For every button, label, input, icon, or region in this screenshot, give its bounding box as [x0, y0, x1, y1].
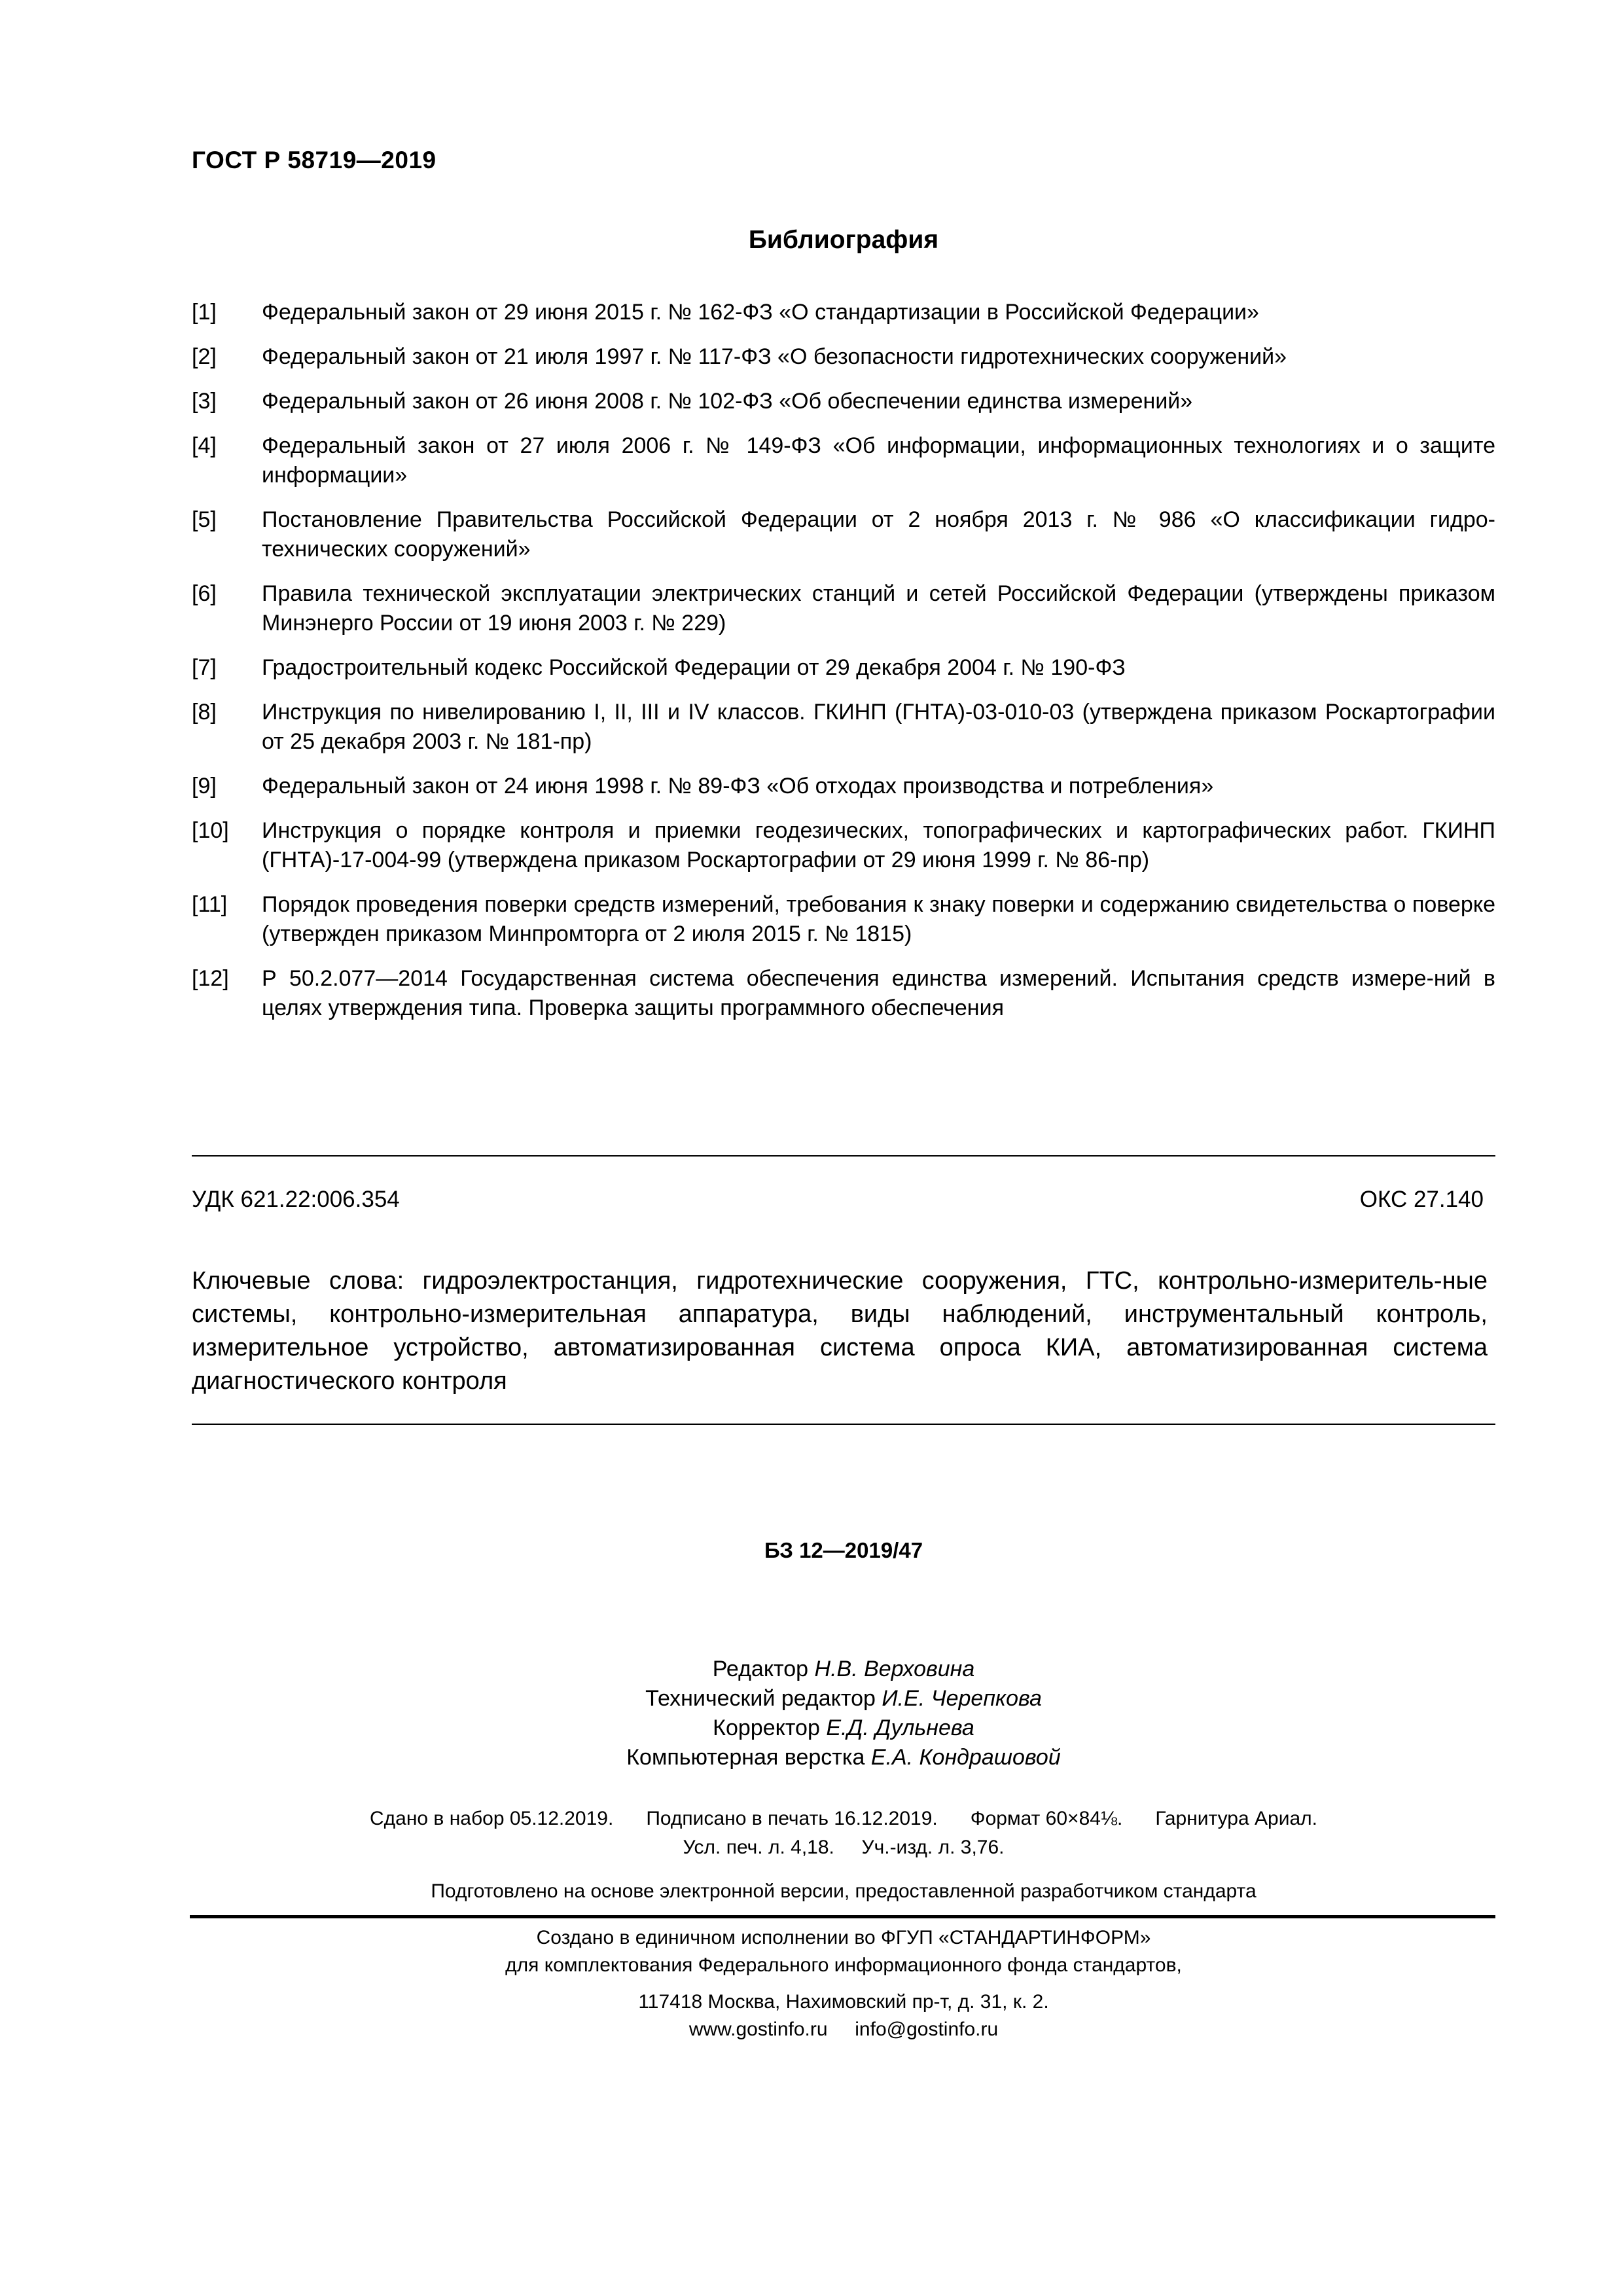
- staff-person: Н.В. Верховина: [814, 1657, 975, 1681]
- email-link[interactable]: info@gostinfo.ru: [855, 2018, 999, 2040]
- bibliography-item: [192, 505, 1495, 564]
- bibliography-item: [192, 816, 1495, 875]
- item-text: Инструкция о порядке контроля и приемки геодезических, топографических и картографических работ. ГКИНП (ГНТА)-17-004-99 (утверждена приказом Роскартографии от 29 июня 1999 г. № 86-пр): [262, 818, 1495, 872]
- staff-role: Технический редактор: [645, 1686, 876, 1711]
- staff-row: [192, 1743, 1495, 1772]
- sheet-details: [192, 1837, 1495, 1859]
- staff-person: И.Е. Черепкова: [882, 1686, 1042, 1711]
- item-number: [7]: [192, 655, 217, 680]
- bibliography-item: [192, 890, 1495, 949]
- item-text: Федеральный закон от 27 июля 2006 г. № 149-ФЗ «Об информации, информационных технологиях и о защите информации»: [262, 433, 1495, 488]
- staff-row: [192, 1684, 1495, 1713]
- bibliography-item: [192, 431, 1495, 490]
- item-number: [1]: [192, 300, 217, 325]
- bibliography-item: [192, 964, 1495, 1023]
- item-text: Постановление Правительства Российской Федерации от 2 ноября 2013 г. № 986 «О классификации гидро-технических сооружений»: [262, 507, 1495, 562]
- website-link[interactable]: www.gostinfo.ru: [688, 2018, 828, 2040]
- bibliography-list: [192, 298, 1495, 1038]
- staff-credits: [192, 1655, 1495, 1772]
- item-text: Р 50.2.077—2014 Государственная система обеспечения единства измерений. Испытания средств измере-ний в целях утверждения типа. Проверка защиты программного обеспечения: [262, 966, 1495, 1020]
- bibliography-item: [192, 653, 1495, 683]
- item-number: [5]: [192, 507, 217, 532]
- print-sheets: Усл. печ. л. 4,18.: [683, 1837, 834, 1858]
- bibliography-item: [192, 342, 1495, 372]
- typeface: Гарнитура Ариал.: [1155, 1808, 1317, 1829]
- item-number: [10]: [192, 818, 229, 843]
- item-number: [12]: [192, 966, 229, 991]
- staff-role: Компьютерная верстка: [626, 1745, 865, 1770]
- item-number: [2]: [192, 344, 217, 369]
- item-text: Градостроительный кодекс Российской Федерации от 29 декабря 2004 г. № 190-ФЗ: [262, 655, 1126, 680]
- staff-role: Корректор: [713, 1715, 820, 1740]
- bibliography-item: [192, 772, 1495, 801]
- item-number: [6]: [192, 581, 217, 606]
- keywords: Ключевые слова: гидроэлектростанция, гидротехнические сооружения, ГТС, контрольно-измеритель-ные системы, контрольно-измерительная аппаратура, виды наблюдений, инструментальный контроль, измерительное устройство, автоматизированная система опроса КИА, автоматизированная система диагностического контроля: [192, 1267, 1488, 1395]
- standard-id: ГОСТ Р 58719—2019: [192, 147, 437, 173]
- item-text: Федеральный закон от 21 июля 1997 г. № 117-ФЗ «О безопасности гидротехнических сооружений»: [262, 344, 1287, 369]
- publishing-sheets: Уч.-изд. л. 3,76.: [861, 1837, 1005, 1858]
- item-number: [11]: [192, 892, 228, 917]
- item-text: Федеральный закон от 24 июня 1998 г. № 89-ФЗ «Об отходах производства и потребления»: [262, 774, 1214, 798]
- staff-person: Е.Д. Дульнева: [826, 1715, 974, 1740]
- staff-row: [192, 1713, 1495, 1743]
- publisher-address: 117418 Москва, Нахимовский пр-т, д. 31, к. 2.: [638, 1991, 1049, 2013]
- publisher-contacts: [192, 2018, 1495, 2041]
- created-note-line2: для комплектования Федерального информационного фонда стандартов,: [505, 1954, 1182, 1976]
- item-text: Правила технической эксплуатации электрических станций и сетей Российской Федерации (утверждены приказом Минэнерго России от 19 июня 2003 г. № 229): [262, 581, 1495, 636]
- item-number: [8]: [192, 700, 217, 725]
- item-number: [4]: [192, 433, 217, 458]
- created-note-line1: Создано в единичном исполнении во ФГУП «СТАНДАРТИНФОРМ»: [536, 1927, 1151, 1948]
- oks-code: ОКС 27.140: [1359, 1187, 1484, 1212]
- signed-date: Подписано в печать 16.12.2019.: [646, 1808, 938, 1829]
- divider-middle: [192, 1424, 1495, 1425]
- print-details: [192, 1808, 1495, 1830]
- prepared-note: Подготовлено на основе электронной версии, предоставленной разработчиком стандарта: [431, 1880, 1257, 1902]
- staff-row: [192, 1655, 1495, 1684]
- item-text: Федеральный закон от 26 июня 2008 г. № 102-ФЗ «Об обеспечении единства измерений»: [262, 389, 1193, 414]
- item-text: Порядок проведения поверки средств измерений, требования к знаку поверки и содержанию свидетельства о поверке (утвержден приказом Минпромторга от 2 июля 2015 г. № 1815): [262, 892, 1495, 946]
- item-number: [3]: [192, 389, 217, 414]
- item-text: Федеральный закон от 29 июня 2015 г. № 162-ФЗ «О стандартизации в Российской Федерации»: [262, 300, 1259, 325]
- paper-format: Формат 60×84⅛.: [970, 1808, 1123, 1829]
- staff-person: Е.А. Кондрашовой: [870, 1745, 1061, 1770]
- typeset-date: Сдано в набор 05.12.2019.: [369, 1808, 614, 1829]
- item-text: Инструкция по нивелированию I, II, III и IV классов. ГКИНП (ГНТА)-03-010-03 (утверждена приказом Роскартографии от 25 декабря 2003 г. № 181-пр): [262, 700, 1495, 754]
- bibliography-item: [192, 298, 1495, 327]
- divider-top: [192, 1155, 1495, 1157]
- bibliography-item: [192, 579, 1495, 638]
- bibliography-item: [192, 698, 1495, 757]
- divider-bold: [190, 1915, 1495, 1918]
- bibliography-title: Библиография: [748, 226, 939, 254]
- udk-code: УДК 621.22:006.354: [192, 1187, 400, 1212]
- bibliography-item: [192, 387, 1495, 416]
- staff-role: Редактор: [712, 1657, 809, 1681]
- item-number: [9]: [192, 774, 217, 798]
- bz-number: БЗ 12—2019/47: [764, 1538, 923, 1562]
